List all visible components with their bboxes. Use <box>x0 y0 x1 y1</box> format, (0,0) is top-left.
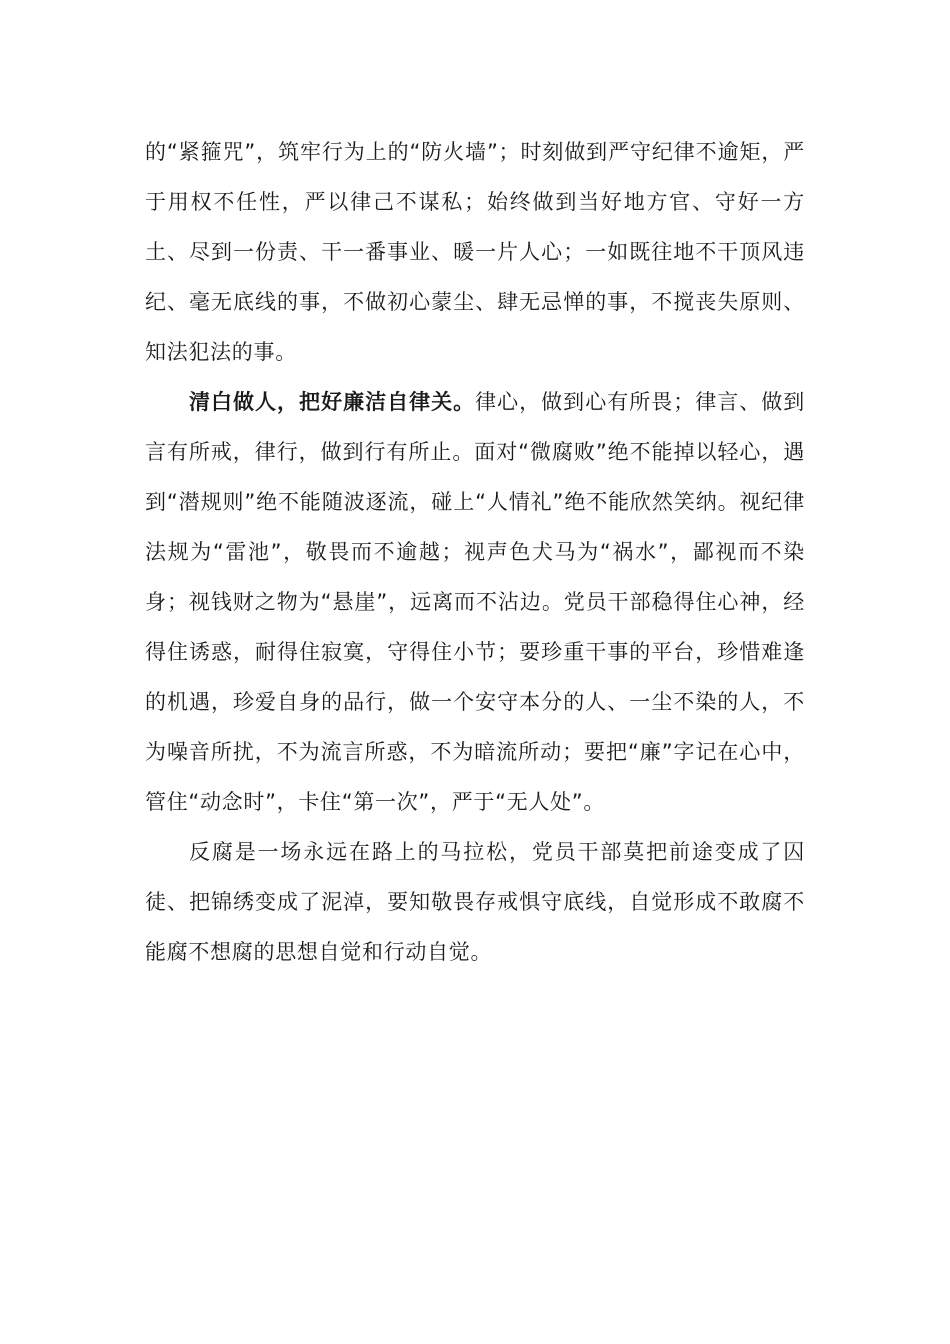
paragraph-text: 的“紧箍咒”，筑牢行为上的“防火墙”；时刻做到严守纪律不逾矩，严于用权不任性，严以律己不谋私；始终做到当好地方官、守好一方土、尽到一份责、干一番事业、暖一片人心；一如既往地不干顶风违纪、毫无底线的事，不做初心蒙尘、肆无忌惮的事，不搅丧失原则、知法犯法的事。 <box>145 140 805 364</box>
document-body <box>145 127 805 977</box>
paragraph-text: 反腐是一场永远在路上的马拉松，党员干部莫把前途变成了囚徒、把锦绣变成了泥淖，要知敬畏存戒惧守底线，自觉形成不敢腐不能腐不想腐的思想自觉和行动自觉。 <box>145 840 805 964</box>
paragraph-integrity <box>145 377 805 827</box>
paragraph-conclusion <box>145 827 805 977</box>
paragraph-continuation <box>145 127 805 377</box>
paragraph-bold-lead: 清白做人，把好廉洁自律关。 <box>189 390 476 414</box>
paragraph-text: 律心，做到心有所畏；律言、做到言有所戒，律行，做到行有所止。面对“微腐败”绝不能掉以轻心，遇到“潜规则”绝不能随波逐流，碰上“人情礼”绝不能欣然笑纳。视纪律法规为“雷池”，敬畏而不逾越；视声色犬马为“祸水”，鄙视而不染身；视钱财之物为“悬崖”，远离而不沾边。党员干部稳得住心神，经得住诱惑，耐得住寂寞，守得住小节；要珍重干事的平台，珍惜难逢的机遇，珍爱自身的品行，做一个安守本分的人、一尘不染的人，不为噪音所扰，不为流言所惑，不为暗流所动；要把“廉”字记在心中，管住“动念时”，卡住“第一次”，严于“无人处”。 <box>145 390 805 814</box>
